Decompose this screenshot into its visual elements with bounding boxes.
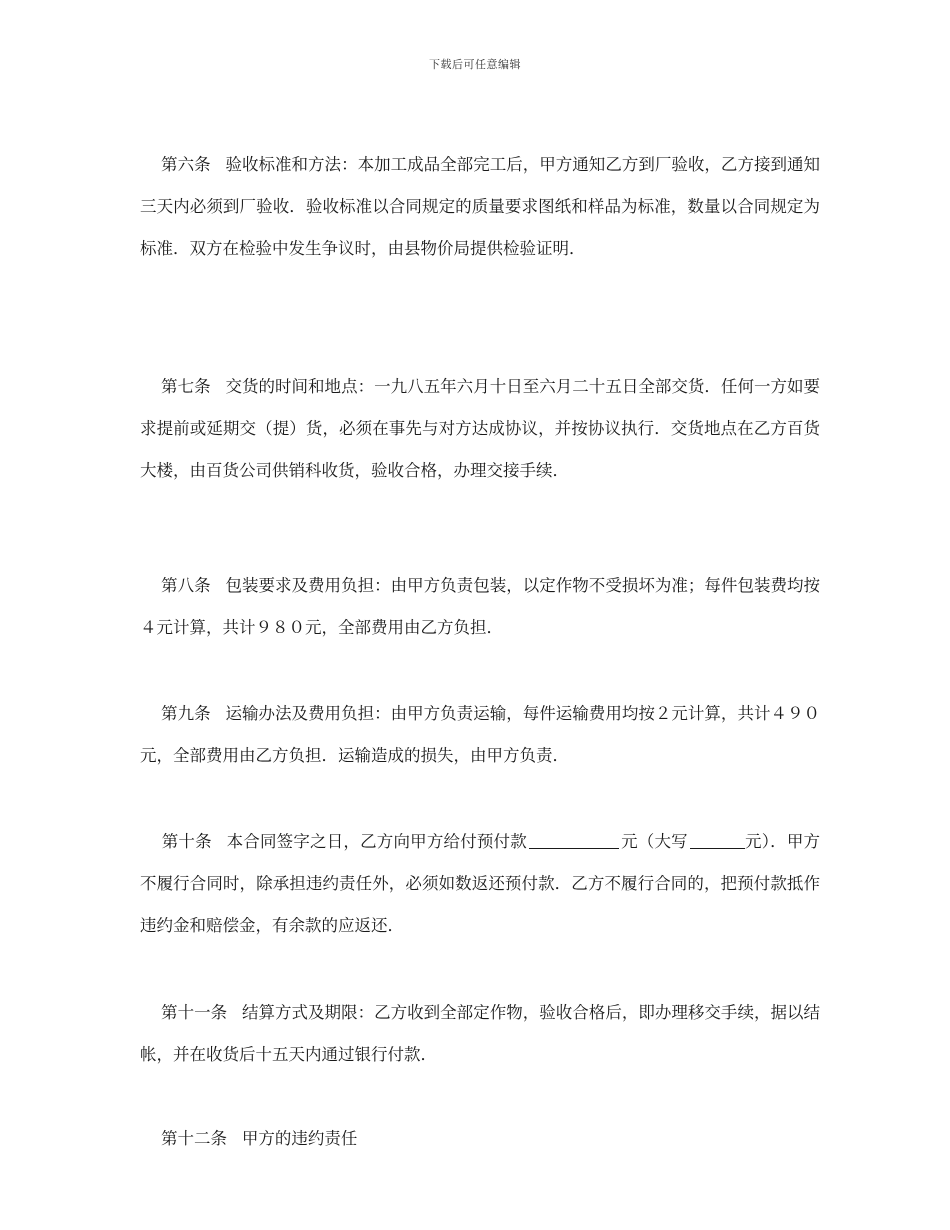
article-number: 第六条 bbox=[161, 155, 211, 174]
article-text: 包装要求及费用负担：由甲方负责包装，以定作物不受损坏为准；每件包装费均按４元计算，共计９８０元，全部费用由乙方负担． bbox=[140, 576, 821, 637]
article-text: 甲方的违约责任 bbox=[241, 1129, 358, 1148]
prepayment-amount-blank bbox=[529, 832, 619, 850]
prepayment-capital-blank bbox=[690, 832, 745, 850]
article-text-middle: 元（大写 bbox=[620, 832, 688, 851]
article-number: 第九条 bbox=[161, 704, 211, 723]
article-12 bbox=[140, 1076, 820, 1202]
article-text-after: 元）．甲方不履行合同时，除承担违约责任外，必须如数返还预付款．乙方不履行合同的，把预付款抵作违约金和赔偿金，有余款的应返还． bbox=[140, 832, 821, 935]
article-text: 结算方式及期限：乙方收到全部定作物，验收合格后，即办理移交手续，据以结帐，并在收货后十五天内通过银行付款． bbox=[140, 1003, 821, 1064]
article-number: 第十二条 bbox=[160, 1129, 227, 1148]
article-text-before: 本合同签字之日，乙方向甲方给付预付款 bbox=[226, 832, 527, 851]
article-6 bbox=[140, 102, 820, 312]
article-text: 交货的时间和地点：一九八五年六月十日至六月二十五日全部交货．任何一方如要求提前或延期交（提）货，必须在事先与对方达成协议，并按协议执行．交货地点在乙方百货大楼，由百货公司供销科收货，验收合格，办理交接手续． bbox=[140, 377, 821, 480]
article-number: 第十一条 bbox=[161, 1003, 228, 1022]
article-number: 第七条 bbox=[161, 377, 211, 396]
article-text: 运输办法及费用负担：由甲方负责运输，每件运输费用均按２元计算，共计４９０元，全部费用由乙方负担．运输造成的损失，由甲方负责． bbox=[140, 704, 821, 765]
page-header: 下载后可任意编辑 bbox=[429, 58, 521, 71]
article-7 bbox=[140, 324, 820, 534]
article-number: 第十条 bbox=[161, 832, 212, 851]
article-number: 第八条 bbox=[161, 576, 211, 595]
article-text: 验收标准和方法：本加工成品全部完工后，甲方通知乙方到厂验收，乙方接到通知三天内必须到厂验收．验收标准以合同规定的质量要求图纸和样品为标准，数量以合同规定为标准．双方在检验中发生争议时，由县物价局提供检验证明． bbox=[140, 155, 821, 258]
